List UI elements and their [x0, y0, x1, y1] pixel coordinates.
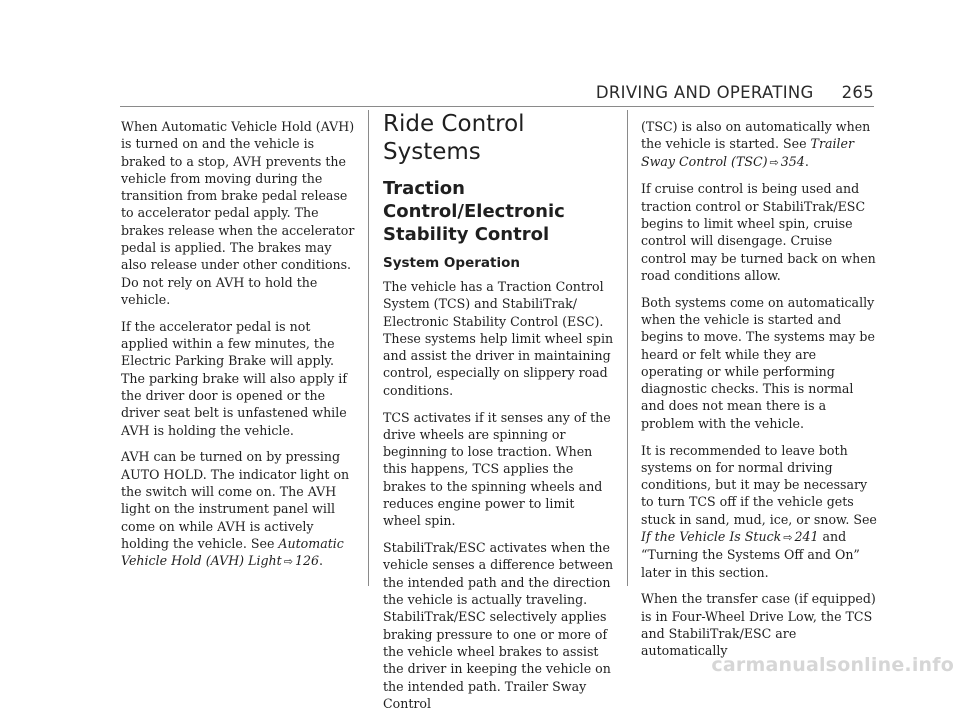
- column-2: [383, 111, 615, 722]
- paragraph-systems-intro: The vehicle has a Traction Control System (TCS) and StabiliTrak/ Electronic Stability Control (ESC). These systems help limit wheel spin and assist the driver in maintaining control, especially on slippery road conditions.: [383, 279, 614, 398]
- section-title: DRIVING AND OPERATING: [595, 83, 814, 102]
- paragraph-automatic-on: Both systems come on automatically when the vehicle is started and begins to move. The systems may be heard or felt while they are operating or while performing diagnostic checks. This is normal and does not mean there is a problem with the vehicle.: [641, 294, 875, 431]
- column-divider-right: [627, 110, 628, 586]
- page-number: 265: [841, 83, 874, 102]
- watermark: carmanualsonline.info: [711, 654, 954, 676]
- paragraph-transfer-case: When the transfer case (if equipped) is in Four-Wheel Drive Low, the TCS and StabiliTrak/ESC are automatically: [641, 591, 876, 659]
- paragraph-text-end: .: [319, 553, 324, 569]
- paragraph-text: AVH can be turned on by pressing AUTO HOLD. The indicator light on the switch will come on. The AVH light on the instrument panel will come on while AVH is actively holding the vehicle. See: [121, 449, 350, 551]
- subsection-heading: Traction Control/Electronic Stability Control: [383, 178, 565, 245]
- page-arrow-icon: ⇨: [283, 555, 293, 569]
- paragraph-avh-activation: [121, 448, 357, 570]
- column-3: [641, 118, 877, 669]
- section-heading: Ride Control Systems: [383, 111, 525, 165]
- page-arrow-icon: ⇨: [769, 155, 779, 169]
- paragraph-text: It is recommended to leave both systems on for normal driving conditions, but it may be necessary to turn TCS off if the vehicle gets stuck in sand, mud, ice, or snow. See: [641, 442, 877, 527]
- cross-reference-link[interactable]: If the Vehicle Is Stuck: [641, 529, 782, 545]
- paragraph-avh-operation: When Automatic Vehicle Hold (AVH) is turned on and the vehicle is braked to a stop, AVH prevents the vehicle from moving during the transition from brake pedal release to accelerator pedal apply. The brakes release when the accelerator pedal is applied. The brakes may also release under other conditions. Do not rely on AVH to hold the vehicle.: [121, 119, 355, 307]
- paragraph-tsc: [641, 118, 877, 171]
- paragraph-esc: StabiliTrak/ESC activates when the vehicle senses a difference between the intended path and the direction the vehicle is actually traveling. StabiliTrak/ESC selectively applies braking pressure to one or more of the vehicle wheel brakes to assist the driver in keeping the vehicle on the intended path. Trailer Sway Control: [383, 540, 614, 711]
- cross-reference-page[interactable]: 126: [294, 553, 319, 569]
- topic-heading: System Operation: [383, 255, 520, 271]
- paragraph-recommendation: [641, 442, 877, 581]
- header-rule: [120, 106, 874, 107]
- page-header: [596, 83, 874, 102]
- paragraph-text: (TSC) is also on automatically when the vehicle is started. See: [641, 119, 871, 152]
- cross-reference-page[interactable]: 354: [780, 153, 805, 169]
- paragraph-cruise-control: If cruise control is being used and traction control or StabiliTrak/ESC begins to limit wheel spin, cruise control will disengage. Cruise control may be turned back on when road conditions allow.: [641, 181, 876, 283]
- paragraph-tcs: TCS activates if it senses any of the drive wheels are spinning or beginning to lose traction. When this happens, TCS applies the brakes to the spinning wheels and reduces engine power to limit wheel spin.: [383, 409, 611, 529]
- cross-reference-link[interactable]: Automatic Vehicle Hold (AVH) Light: [121, 535, 344, 569]
- column-divider-left: [368, 110, 369, 586]
- cross-reference-link[interactable]: Trailer Sway Control (TSC): [641, 136, 855, 169]
- cross-reference-page[interactable]: 241: [794, 529, 819, 545]
- page-arrow-icon: ⇨: [783, 531, 793, 545]
- paragraph-text-end: and “Turning the Systems Off and On” later in this section.: [641, 529, 860, 580]
- paragraph-parking-brake: If the accelerator pedal is not applied within a few minutes, the Electric Parking Brake will apply. The parking brake will also apply if the driver door is opened or the driver seat belt is unfastened while AVH is holding the vehicle.: [121, 318, 347, 438]
- paragraph-text-end: .: [804, 153, 809, 169]
- column-1: [121, 118, 357, 580]
